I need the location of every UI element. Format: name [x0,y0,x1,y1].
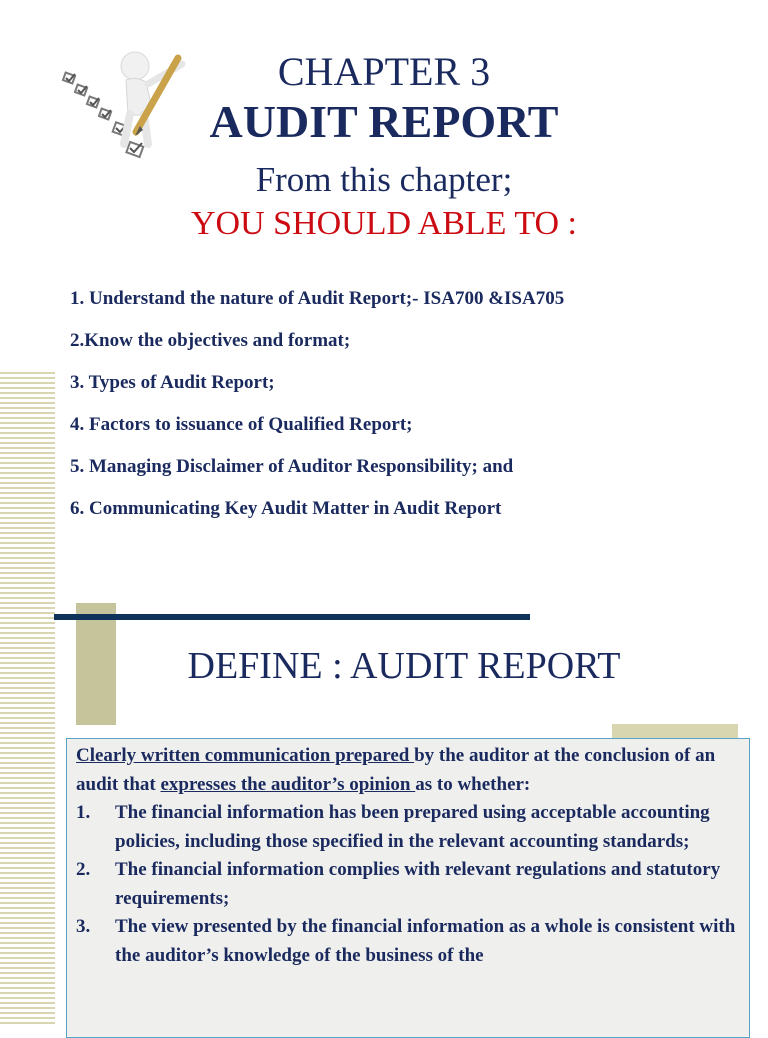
section-divider [54,614,530,620]
definition-text-1: by the auditor at the conclusion of an audit that [76,745,716,795]
left-stripe-decoration [0,372,55,1024]
definition-list-item [76,856,741,913]
list-number: 3. [76,916,91,937]
definition-underlined-1: Clearly written communication prepared [76,745,415,766]
definition-text-2: as to whether: [415,773,531,795]
objective-item: 4. Factors to issuance of Qualified Report; [70,414,413,435]
definition-underlined-2: expresses the auditor’s opinion [160,773,416,795]
define-heading: DEFINE : AUDIT REPORT [187,645,621,687]
definition-list-item [76,913,741,970]
definition-box [66,738,750,1038]
page-title: AUDIT REPORT [209,96,559,147]
objective-item: 6. Communicating Key Audit Matter in Audit Report [70,498,502,519]
objectives-list [70,286,760,538]
objective-item: 5. Managing Disclaimer of Auditor Responsibility; and [70,456,514,477]
intro-line: From this chapter; [255,160,513,199]
objectives-heading: YOU SHOULD ABLE TO : [191,205,577,242]
list-text: The view presented by the financial information as a whole is consistent with the auditor’s knowledge of the business of the [115,916,736,966]
chapter-number: CHAPTER 3 [277,49,491,94]
list-number: 1. [76,802,91,823]
list-text: The financial information complies with relevant regulations and statutory requirements; [115,859,721,909]
list-text: The financial information has been prepared using acceptable accounting policies, including those specified in the relevant accounting standards; [115,802,710,852]
list-number: 2. [76,859,91,880]
objective-item: 1. Understand the nature of Audit Report;- ISA700 &ISA705 [70,288,565,309]
objective-item: 2.Know the objectives and format; [70,330,351,351]
definition-intro [76,742,741,799]
objective-item: 3. Types of Audit Report; [70,372,275,393]
definition-list-item [76,799,741,856]
